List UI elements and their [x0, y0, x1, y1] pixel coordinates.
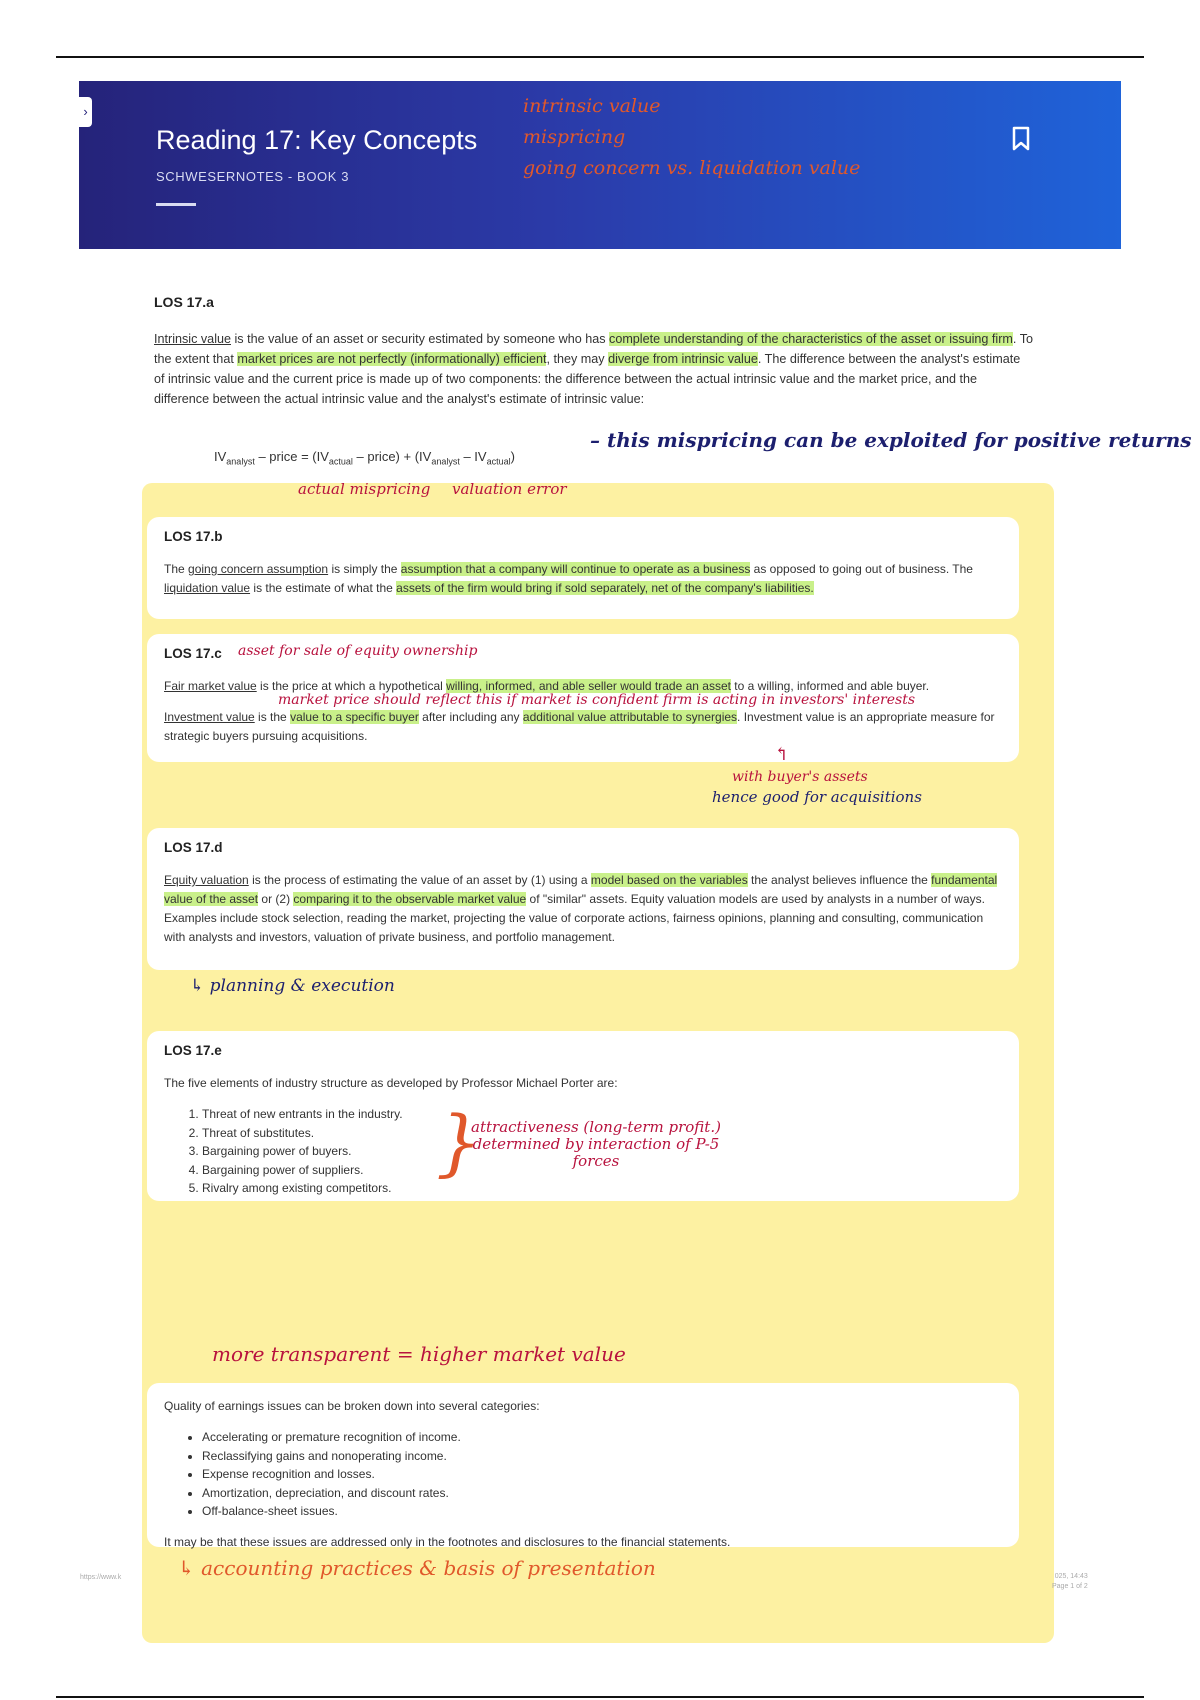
term-going-concern: going concern assumption [188, 562, 329, 576]
formula-part: ) [510, 449, 515, 464]
text: as opposed to going out of business. The [750, 562, 973, 576]
highlight: assumption that a company will continue to operate as a business [400, 562, 751, 576]
text: of "similar" assets. Equity valuation models are used by analysts in a number of ways. Examples include stock selection, reading the market, projecting the value of corporate actions, fairness opinions, planning and consulting, communication with analysts and investors, valuation of private business, and portfolio management. [164, 892, 985, 944]
text: . Investment value is an appropriate measure for strategic buyers pursuing acquisitions. [164, 710, 995, 743]
note-accounting-practices: ↳ accounting practices & basis of presentation [178, 1556, 656, 1580]
page-title: Reading 17: Key Concepts [156, 125, 478, 155]
text: is the [254, 710, 291, 724]
quality-issues-list [164, 1428, 1002, 1521]
footer-url: https://www.k [80, 1574, 122, 1581]
text: , they may [546, 352, 609, 366]
note-more-transparent: more transparent = higher market value [212, 1342, 626, 1366]
note-intrinsic-value: intrinsic value [523, 95, 661, 117]
quality-outro: It may be that these issues are addressed only in the footnotes and disclosures to the financial statements. [164, 1534, 731, 1549]
formula-part: – IV [459, 449, 487, 464]
footer-page-info [1052, 1572, 1088, 1592]
note-asset-for-sale: asset for sale of equity ownership [238, 643, 478, 659]
quality-intro: Quality of earnings issues can be broken down into several categories: [164, 1399, 540, 1413]
page-subtitle: SCHWESERNOTES - BOOK 3 [156, 169, 350, 184]
highlight: value to a specific buyer [290, 710, 419, 724]
highlight: diverge from intrinsic value [608, 352, 758, 366]
term-liquidation-value: liquidation value [164, 581, 251, 595]
card-los-17d [147, 828, 1019, 970]
text: is the process of estimating the value of an asset by (1) using a [248, 873, 591, 887]
formula-sub: actual [328, 456, 353, 467]
footer-time: 025, 14:43 [1054, 1573, 1088, 1580]
card-quality-of-earnings [147, 1383, 1019, 1547]
card-los-17e [147, 1031, 1019, 1201]
term-intrinsic-value: Intrinsic value [154, 332, 231, 346]
text: after including any [418, 710, 523, 724]
text: to a willing, informed and able buyer. [730, 679, 930, 693]
los-17a-paragraph [154, 329, 1034, 409]
note-planning-execution: ↳ planning & execution [190, 976, 395, 996]
los-17c-label: LOS 17.c [164, 646, 222, 661]
list-item: 3. Bargaining power of buyers. [202, 1142, 1002, 1161]
note-market-price-reflect: market price should reflect this if market is confident firm is acting in investors' interests [278, 692, 916, 708]
note-hence-good: hence good for acquisitions [712, 788, 922, 806]
list-item: 2. Threat of substitutes. [202, 1124, 1002, 1143]
text: . To the extent that [154, 332, 1033, 366]
formula-part: – price = (IV [254, 449, 329, 464]
highlight: fundamental value of the asset [164, 873, 998, 906]
text: the analyst believes influence the [747, 873, 932, 887]
highlight: market prices are not perfectly (informationally) efficient [237, 352, 547, 366]
section-los-17a [154, 294, 1034, 409]
list-item: 1. Threat of new entrants in the industry. [202, 1105, 1002, 1124]
los-17d-label: LOS 17.d [164, 840, 223, 855]
text: The [164, 562, 189, 576]
highlight: model based on the variables [590, 873, 748, 887]
collapse-tab-chevron-icon[interactable]: › [79, 97, 92, 127]
los-17c-paragraph-investment [164, 708, 1002, 746]
title-underline [156, 203, 196, 206]
text: is the price at which a hypothetical [256, 679, 447, 693]
header-banner [79, 81, 1121, 249]
list-item: • Amortization, depreciation, and discount rates. [202, 1484, 1002, 1503]
note-brace: } [436, 1100, 482, 1184]
note-mispricing-exploited: – this mispricing can be exploited for positive returns [590, 428, 1192, 452]
list-item: • Reclassifying gains and nonoperating income. [202, 1447, 1002, 1466]
list-item: 4. Bargaining power of suppliers. [202, 1161, 1002, 1180]
header-handwritten-notes [523, 91, 860, 184]
los-17e-intro: The five elements of industry structure as developed by Professor Michael Porter are: [164, 1076, 618, 1090]
note-going-concern: going concern vs. liquidation value [523, 157, 861, 179]
los-17a-label: LOS 17.a [154, 294, 214, 310]
bookmark-icon[interactable] [1009, 125, 1033, 153]
note-with-buyers-assets: with buyer's assets [732, 769, 868, 785]
formula-sub: analyst [431, 456, 460, 467]
footer-page: Page 1 of 2 [1052, 1583, 1088, 1590]
highlight: complete understanding of the characteristics of the asset or issuing firm [609, 332, 1013, 346]
list-item: • Expense recognition and losses. [202, 1465, 1002, 1484]
highlight: willing, informed, and able seller would trade an asset [446, 679, 731, 693]
note-arrow-icon: ↰ [774, 744, 790, 765]
list-item: • Off-balance-sheet issues. [202, 1502, 1002, 1521]
los-17d-paragraph [164, 871, 1002, 947]
note-mispricing: mispricing [523, 126, 626, 148]
formula-part: – price) + (IV [352, 449, 432, 464]
highlight: assets of the firm would bring if sold separately, net of the company's liabilities. [396, 581, 814, 595]
note-actual-mispricing: actual mispricing [298, 480, 431, 498]
los-17b-paragraph [164, 560, 1002, 598]
card-los-17b [147, 517, 1019, 619]
note-valuation-error: valuation error [452, 480, 567, 498]
list-item: 5. Rivalry among existing competitors. [202, 1179, 1002, 1198]
highlight: comparing it to the observable market value [293, 892, 527, 906]
text: is the estimate of what the [250, 581, 397, 595]
los-17b-label: LOS 17.b [164, 529, 223, 544]
los-17e-label: LOS 17.e [164, 1043, 222, 1058]
text: or (2) [258, 892, 294, 906]
text: . The difference between the analyst's estimate of intrinsic value and the current price is made up of two components: the difference between the actual intrinsic value and the market price, and the difference between the actual intrinsic value and the analyst's estimate of intrinsic value: [154, 352, 1021, 406]
bottom-rule [56, 1696, 1144, 1698]
text: is the value of an asset or security estimated by someone who has [231, 332, 610, 346]
top-rule [56, 56, 1144, 58]
highlight: additional value attributable to synergies [522, 710, 738, 724]
term-fair-market-value: Fair market value [164, 679, 257, 693]
list-item: • Accelerating or premature recognition of income. [202, 1428, 1002, 1447]
term-equity-valuation: Equity valuation [164, 873, 249, 887]
term-investment-value: Investment value [164, 710, 255, 724]
formula-sub: actual [486, 456, 511, 467]
note-attractiveness: attractiveness (long-term profit.) determined by interaction of P-5 forces [471, 1118, 721, 1170]
formula-sub: analyst [226, 456, 255, 467]
intrinsic-value-formula [214, 449, 515, 467]
formula-part: IV [214, 449, 227, 464]
text: is simply the [328, 562, 401, 576]
